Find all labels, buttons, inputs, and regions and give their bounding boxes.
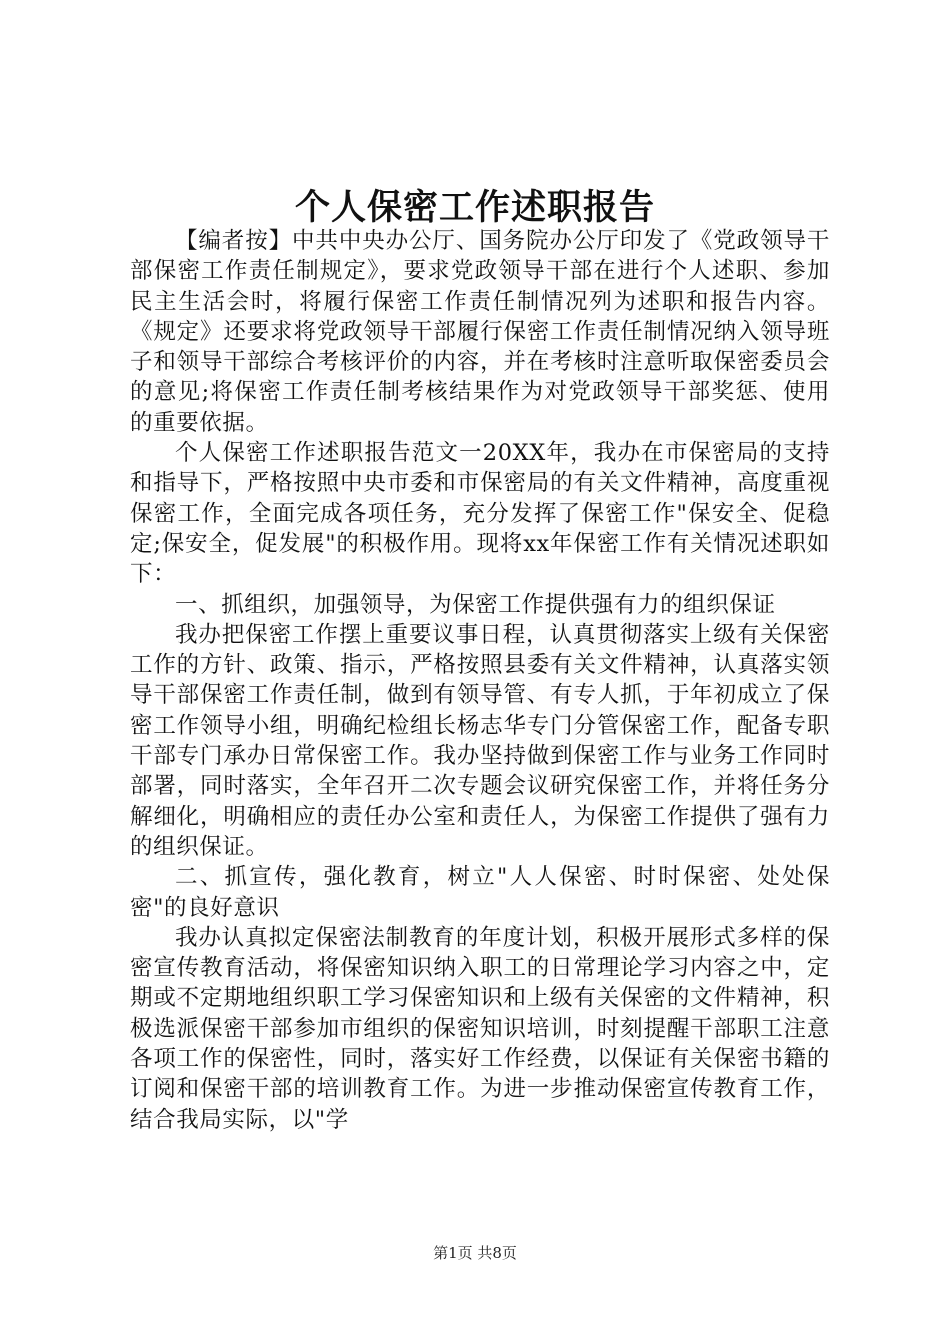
section-heading-2: 二、抓宣传，强化教育，树立"人人保密、时时保密、处处保密"的良好意识	[130, 864, 830, 921]
document-title: 个人保密工作述职报告	[294, 187, 655, 228]
page-footer: 第1页 共8页	[433, 1244, 517, 1262]
section-heading-1: 一、抓组织，加强领导，为保密工作提供强有力的组织保证	[175, 591, 776, 618]
paragraph-editor-note: 【编者按】中共中央办公厅、国务院办公厅印发了《党政领导干部保密工作责任制规定》，要求党政领导干部在进行个人述职、参加民主生活会时，将履行保密工作责任制情况列为述职和报告内容。《规定》还要求将党政领导干部履行保密工作责任制情况纳入领导班子和领导干部综合考核评价的内容，并在考核时注意听取保密委员会的意见;将保密工作责任制考核结果作为对党政领导干部奖惩、使用的重要依据。	[130, 228, 830, 436]
paragraph-section-1: 我办把保密工作摆上重要议事日程，认真贯彻落实上级有关保密工作的方针、政策、指示，严格按照县委有关文件精神，认真落实领导干部保密工作责任制，做到有领导管、有专人抓，于年初成立了保密工作领导小组，明确纪检组长杨志华专门分管保密工作，配备专职干部专门承办日常保密工作。我办坚持做到保密工作与业务工作同时部署，同时落实，全年召开二次专题会议研究保密工作，并将任务分解细化，明确相应的责任办公室和责任人，为保密工作提供了强有力的组织保证。	[130, 621, 830, 860]
paragraph-section-2: 我办认真拟定保密法制教育的年度计划，积极开展形式多样的保密宣传教育活动，将保密知识纳入职工的日常理论学习内容之中，定期或不定期地组织职工学习保密知识和上级有关保密的文件精神，积极选派保密干部参加市组织的保密知识培训，时刻提醒干部职工注意各项工作的保密性，同时，落实好工作经费，以保证有关保密书籍的订阅和保密干部的培训教育工作。为进一步推动保密宣传教育工作，结合我局实际，以"学	[130, 924, 830, 1133]
paragraph-intro: 个人保密工作述职报告范文一20XX年，我办在市保密局的支持和指导下，严格按照中央市委和市保密局的有关文件精神，高度重视保密工作，全面完成各项任务，充分发挥了保密工作"保安全、促稳定;保安全，促发展"的积极作用。现将xx年保密工作有关情况述职如下：	[130, 440, 830, 588]
document-body	[130, 226, 830, 1135]
